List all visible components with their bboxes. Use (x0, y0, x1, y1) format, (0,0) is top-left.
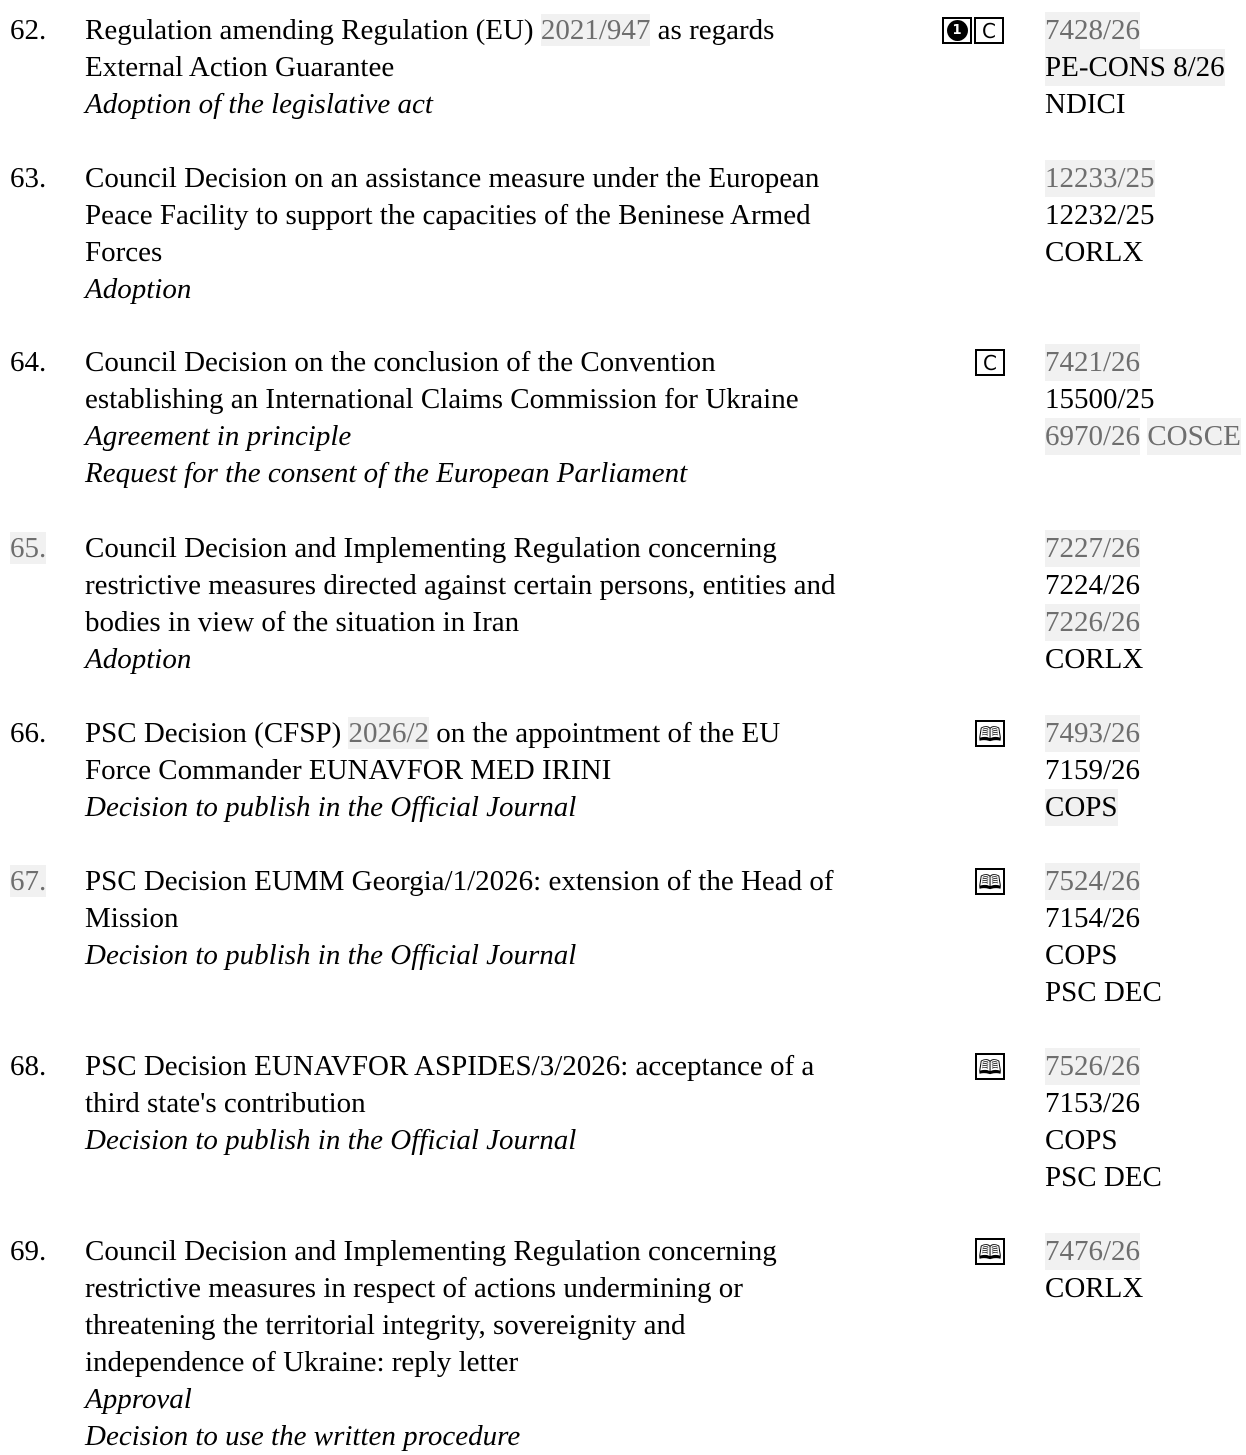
item-title-line: third state's contribution (85, 1087, 366, 1119)
doc-ref: 7224/26 (1045, 569, 1141, 601)
doc-ref-link[interactable]: 7476/26 (1045, 1233, 1140, 1270)
item-title-line: External Action Guarantee (85, 51, 395, 83)
item-title-line: Force Commander EUNAVFOR MED IRINI (85, 754, 612, 786)
item-action: Adoption of the legislative act (85, 88, 433, 120)
item-title-line: restrictive measures in respect of actions undermining or (85, 1272, 743, 1304)
item-references (1045, 1233, 1246, 1307)
item-number: 64. (10, 346, 47, 378)
item-action: Request for the consent of the European Parliament (85, 457, 688, 489)
item-number: 67. (10, 865, 47, 897)
first-reading-icon: 1 (942, 17, 972, 44)
item-description (85, 160, 925, 308)
item-title-line: Council Decision and Implementing Regulation concerning (85, 1235, 777, 1267)
item-icons (975, 344, 1005, 381)
c-icon: C (974, 17, 1004, 44)
item-number: 66. (10, 717, 47, 749)
item-action: Adoption (85, 643, 192, 675)
item-description (85, 715, 925, 826)
item-number: 69. (10, 1235, 47, 1267)
item-icons (975, 1233, 1005, 1270)
item-action: Decision to publish in the Official Journal (85, 939, 577, 971)
item-action: Approval (85, 1383, 192, 1415)
doc-ref: CORLX (1045, 643, 1144, 675)
item-action: Agreement in principle (85, 420, 352, 452)
item-title-line: Mission (85, 902, 179, 934)
doc-ref-link[interactable]: 7526/26 (1045, 1048, 1140, 1085)
item-title-line: independence of Ukraine: reply letter (85, 1346, 519, 1378)
item-title-line: PSC Decision EUMM Georgia/1/2026: extension of the Head of (85, 865, 834, 897)
item-references (1045, 344, 1246, 455)
item-number: 63. (10, 162, 47, 194)
item-references (1045, 12, 1246, 123)
item-title-line: PSC Decision EUNAVFOR ASPIDES/3/2026: acceptance of a (85, 1050, 815, 1082)
item-description (85, 12, 925, 123)
doc-ref: PSC DEC (1045, 976, 1162, 1008)
item-icons (975, 863, 1005, 900)
item-description (85, 530, 925, 678)
doc-ref-link[interactable]: COSCE (1147, 418, 1240, 455)
doc-ref-link[interactable]: 7421/26 (1045, 344, 1140, 381)
doc-ref-link[interactable]: 6970/26 (1045, 418, 1140, 455)
item-title-line: bodies in view of the situation in Iran (85, 606, 520, 638)
item-icons (975, 715, 1005, 752)
item-action: Adoption (85, 273, 192, 305)
item-references (1045, 1048, 1246, 1196)
item-number: 65. (10, 532, 47, 564)
item-action: Decision to publish in the Official Journal (85, 791, 577, 823)
doc-ref: COPS (1045, 939, 1118, 971)
doc-ref: CORLX (1045, 1272, 1144, 1304)
item-title-line: PSC Decision (CFSP) 2026/2 on the appointment of the EU (85, 717, 781, 749)
item-title-line: Peace Facility to support the capacities of the Beninese Armed (85, 199, 811, 231)
item-references (1045, 530, 1246, 678)
book-icon: 🕮 (975, 1053, 1005, 1080)
doc-ref-link[interactable]: 7428/26 (1045, 12, 1140, 49)
doc-ref-link[interactable]: 7493/26 (1045, 715, 1140, 752)
item-title-line: Council Decision on an assistance measure under the European (85, 162, 820, 194)
doc-ref: 12232/25 (1045, 199, 1155, 231)
item-title-line: Council Decision on the conclusion of the Convention (85, 346, 716, 378)
doc-ref-link[interactable]: COPS (1045, 789, 1118, 826)
item-title-line: Council Decision and Implementing Regulation concerning (85, 532, 777, 564)
item-title-line: establishing an International Claims Commission for Ukraine (85, 383, 799, 415)
item-title-line: restrictive measures directed against certain persons, entities and (85, 569, 836, 601)
item-title-line: threatening the territorial integrity, sovereignity and (85, 1309, 686, 1341)
book-icon: 🕮 (975, 868, 1005, 895)
doc-ref-link[interactable]: PE-CONS 8/26 (1045, 49, 1225, 86)
decision-link[interactable]: 2026/2 (348, 717, 430, 749)
item-icons (975, 1048, 1005, 1085)
item-number: 62. (10, 14, 47, 46)
doc-ref: PSC DEC (1045, 1161, 1162, 1193)
doc-ref: COPS (1045, 1124, 1118, 1156)
doc-ref: 7159/26 (1045, 754, 1141, 786)
item-action: Decision to publish in the Official Journal (85, 1124, 577, 1156)
item-number: 68. (10, 1050, 47, 1082)
item-icons (942, 12, 1004, 49)
item-references (1045, 863, 1246, 1011)
item-title-line: Forces (85, 236, 163, 268)
doc-ref: 15500/25 (1045, 383, 1155, 415)
doc-ref-link[interactable]: 12233/25 (1045, 160, 1155, 197)
item-description (85, 1048, 925, 1159)
book-icon: 🕮 (975, 1238, 1005, 1265)
book-icon: 🕮 (975, 720, 1005, 747)
item-description (85, 863, 925, 974)
item-action: Decision to use the written procedure (85, 1420, 521, 1452)
doc-ref: NDICI (1045, 88, 1126, 120)
doc-ref-link[interactable]: 7227/26 (1045, 530, 1140, 567)
c-icon: C (975, 349, 1005, 376)
doc-ref: 7154/26 (1045, 902, 1141, 934)
regulation-link[interactable]: 2021/947 (540, 14, 651, 46)
item-title-line: Regulation amending Regulation (EU) 2021/947 as regards (85, 14, 775, 46)
doc-ref: CORLX (1045, 236, 1144, 268)
item-references (1045, 160, 1246, 271)
item-description (85, 344, 925, 492)
doc-ref-link[interactable]: 7524/26 (1045, 863, 1140, 900)
item-references (1045, 715, 1246, 826)
doc-ref-link[interactable]: 7226/26 (1045, 604, 1140, 641)
doc-ref: 7153/26 (1045, 1087, 1141, 1119)
item-description (85, 1233, 925, 1455)
